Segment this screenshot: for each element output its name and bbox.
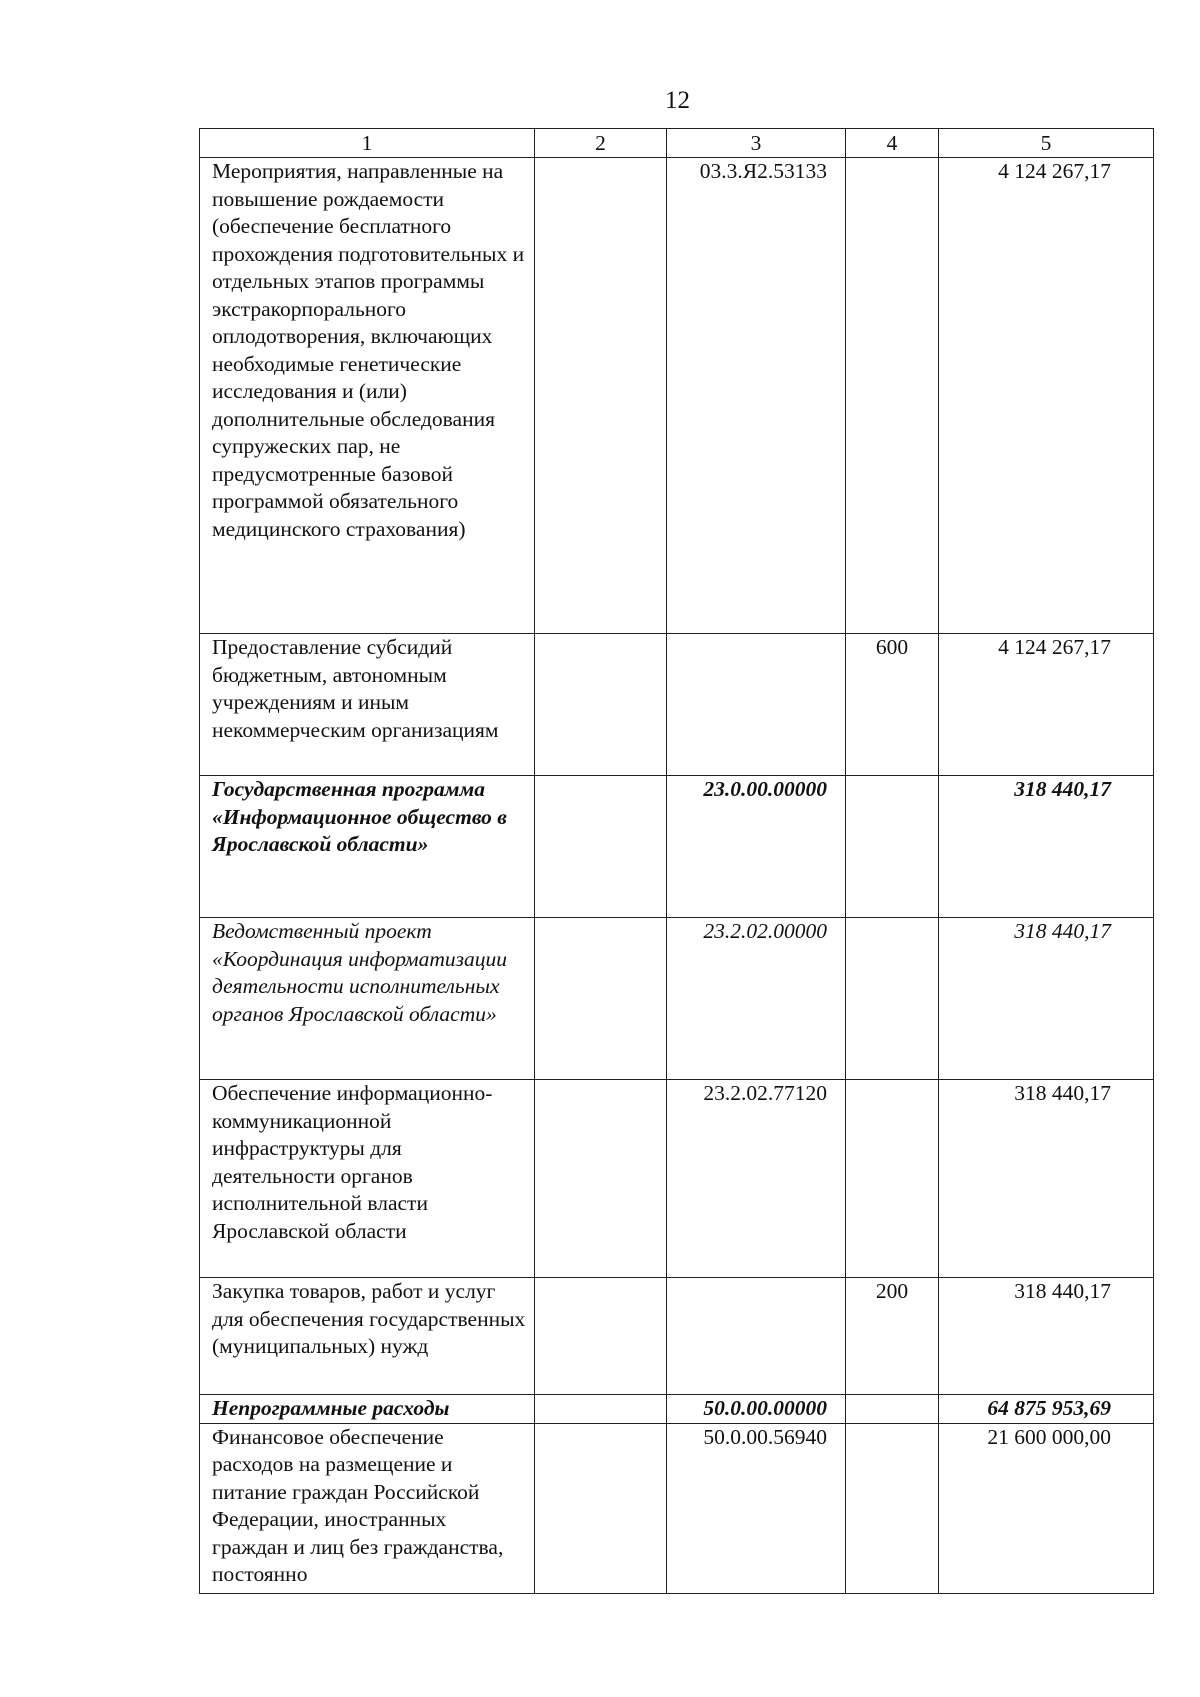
row-amount-cell: 318 440,17 bbox=[939, 918, 1154, 1080]
row-code-cell: 50.0.00.56940 bbox=[667, 1423, 846, 1593]
row-type-cell bbox=[846, 1080, 939, 1278]
row-name-cell: Непрограммные расходы bbox=[200, 1395, 535, 1424]
row-name-cell: Финансовое обеспечение расходов на размещение и питание граждан Российской Федерации, иностранных граждан и лиц без гражданства, постоянно bbox=[200, 1423, 535, 1593]
row-blank-cell bbox=[535, 918, 667, 1080]
row-name-cell: Мероприятия, направленные на повышение рождаемости (обеспечение бесплатного прохождения подготовительных и отдельных этапов программы экстракорпорального оплодотворения, включающих необходимые генетические исследования и (или) дополнительные обследования супружеских пар, не предусмотренные базовой программой обязательного медицинского страхования) bbox=[200, 158, 535, 634]
table-row bbox=[200, 158, 1154, 634]
row-name-cell: Государственная программа «Информационное общество в Ярославской области» bbox=[200, 776, 535, 918]
row-blank-cell bbox=[535, 1080, 667, 1278]
page-number: 12 bbox=[665, 87, 690, 114]
row-type-cell bbox=[846, 1423, 939, 1593]
row-blank-cell bbox=[535, 634, 667, 776]
row-type-cell bbox=[846, 918, 939, 1080]
row-type-cell: 200 bbox=[846, 1278, 939, 1395]
row-name-cell: Обеспечение информационно-коммуникационной инфраструктуры для деятельности органов исполнительной власти Ярославской области bbox=[200, 1080, 535, 1278]
table-row bbox=[200, 918, 1154, 1080]
row-name-cell: Ведомственный проект «Координация информатизации деятельности исполнительных органов Ярославской области» bbox=[200, 918, 535, 1080]
row-amount-cell: 64 875 953,69 bbox=[939, 1395, 1154, 1424]
table-row bbox=[200, 776, 1154, 918]
header-row bbox=[200, 129, 1154, 158]
row-type-cell bbox=[846, 1395, 939, 1424]
header-cell-1: 1 bbox=[200, 129, 535, 158]
header-cell-3: 3 bbox=[667, 129, 846, 158]
row-code-cell: 23.2.02.77120 bbox=[667, 1080, 846, 1278]
row-type-cell bbox=[846, 776, 939, 918]
row-blank-cell bbox=[535, 1395, 667, 1424]
table-row bbox=[200, 1395, 1154, 1424]
row-blank-cell bbox=[535, 158, 667, 634]
table-row bbox=[200, 1278, 1154, 1395]
row-code-cell: 50.0.00.00000 bbox=[667, 1395, 846, 1424]
row-code-cell: 23.0.00.00000 bbox=[667, 776, 846, 918]
row-amount-cell: 318 440,17 bbox=[939, 1278, 1154, 1395]
row-name-cell: Закупка товаров, работ и услуг для обеспечения государственных (муниципальных) нужд bbox=[200, 1278, 535, 1395]
header-cell-5: 5 bbox=[939, 129, 1154, 158]
row-blank-cell bbox=[535, 1278, 667, 1395]
row-type-cell: 600 bbox=[846, 634, 939, 776]
row-code-cell: 23.2.02.00000 bbox=[667, 918, 846, 1080]
row-amount-cell: 318 440,17 bbox=[939, 776, 1154, 918]
row-type-cell bbox=[846, 158, 939, 634]
row-blank-cell bbox=[535, 1423, 667, 1593]
row-amount-cell: 21 600 000,00 bbox=[939, 1423, 1154, 1593]
row-amount-cell: 4 124 267,17 bbox=[939, 158, 1154, 634]
table-row bbox=[200, 1080, 1154, 1278]
table-row bbox=[200, 1423, 1154, 1593]
row-blank-cell bbox=[535, 776, 667, 918]
row-code-cell bbox=[667, 634, 846, 776]
row-name-cell: Предоставление субсидий бюджетным, автономным учреждениям и иным некоммерческим организациям bbox=[200, 634, 535, 776]
header-cell-2: 2 bbox=[535, 129, 667, 158]
budget-table bbox=[199, 128, 1154, 1594]
table-row bbox=[200, 634, 1154, 776]
row-amount-cell: 318 440,17 bbox=[939, 1080, 1154, 1278]
row-amount-cell: 4 124 267,17 bbox=[939, 634, 1154, 776]
row-code-cell: 03.3.Я2.53133 bbox=[667, 158, 846, 634]
header-cell-4: 4 bbox=[846, 129, 939, 158]
row-code-cell bbox=[667, 1278, 846, 1395]
